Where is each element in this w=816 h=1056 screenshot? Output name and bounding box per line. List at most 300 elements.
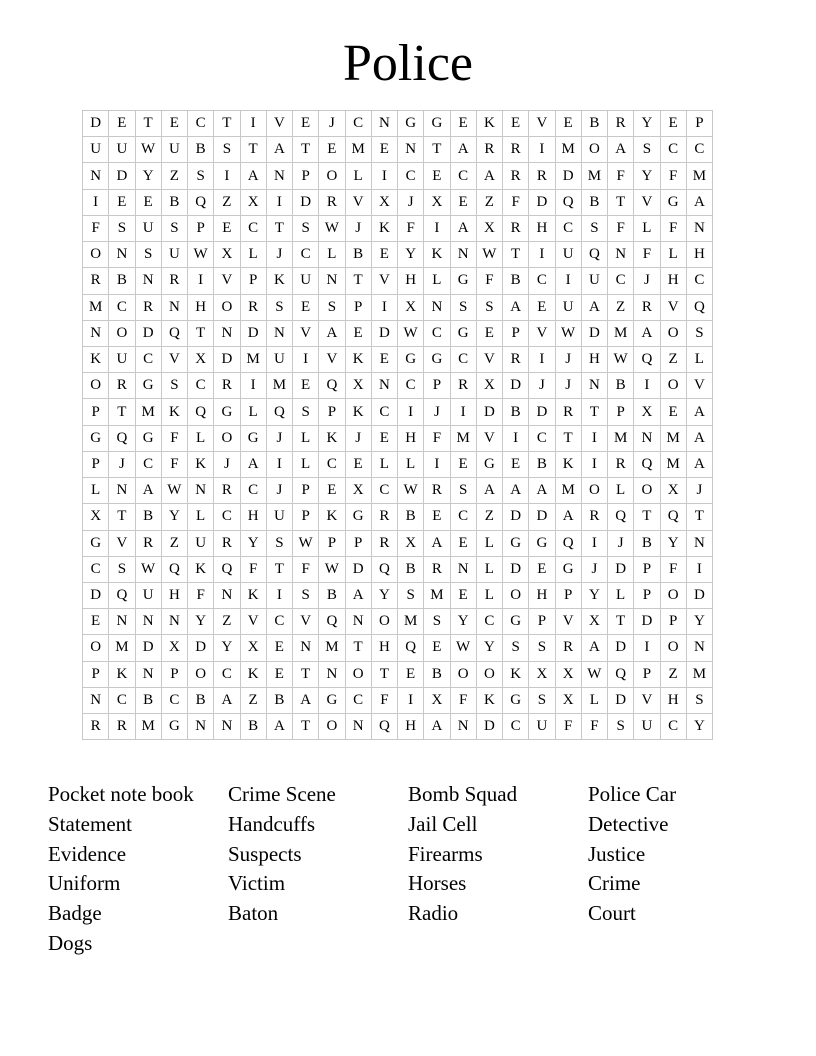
grid-cell: E bbox=[529, 556, 555, 582]
grid-cell: T bbox=[581, 399, 607, 425]
grid-cell: V bbox=[319, 346, 345, 372]
grid-cell: I bbox=[503, 425, 529, 451]
grid-cell: R bbox=[555, 399, 581, 425]
grid-cell: I bbox=[266, 451, 292, 477]
grid-cell: M bbox=[608, 320, 634, 346]
grid-cell: C bbox=[450, 163, 476, 189]
grid-row bbox=[83, 714, 713, 740]
grid-cell: N bbox=[450, 556, 476, 582]
grid-cell: P bbox=[634, 661, 660, 687]
grid-cell: W bbox=[555, 320, 581, 346]
grid-cell: D bbox=[608, 687, 634, 713]
grid-cell: R bbox=[503, 137, 529, 163]
grid-cell: L bbox=[476, 582, 502, 608]
grid-row bbox=[83, 294, 713, 320]
grid-cell: P bbox=[240, 268, 266, 294]
grid-cell: D bbox=[345, 556, 371, 582]
grid-cell: B bbox=[424, 661, 450, 687]
grid-cell: X bbox=[424, 189, 450, 215]
grid-cell: R bbox=[214, 530, 240, 556]
grid-cell: N bbox=[135, 661, 161, 687]
grid-cell: E bbox=[450, 582, 476, 608]
grid-cell: X bbox=[581, 609, 607, 635]
grid-cell: N bbox=[634, 425, 660, 451]
grid-cell: Q bbox=[371, 714, 397, 740]
grid-cell: F bbox=[424, 425, 450, 451]
grid-cell: V bbox=[476, 425, 502, 451]
grid-cell: Y bbox=[450, 609, 476, 635]
grid-cell: X bbox=[345, 373, 371, 399]
grid-cell: U bbox=[529, 714, 555, 740]
grid-cell: K bbox=[345, 399, 371, 425]
grid-cell: J bbox=[266, 242, 292, 268]
grid-cell: V bbox=[266, 111, 292, 137]
grid-cell: O bbox=[660, 373, 686, 399]
grid-cell: S bbox=[293, 582, 319, 608]
grid-cell: Q bbox=[319, 373, 345, 399]
grid-cell: T bbox=[424, 137, 450, 163]
grid-cell: H bbox=[398, 425, 424, 451]
word-list-item: Radio bbox=[408, 901, 459, 926]
grid-cell: A bbox=[424, 714, 450, 740]
grid-cell: K bbox=[503, 661, 529, 687]
grid-cell: H bbox=[371, 635, 397, 661]
grid-cell: O bbox=[660, 635, 686, 661]
grid-cell: G bbox=[135, 425, 161, 451]
grid-cell: S bbox=[450, 478, 476, 504]
grid-cell: I bbox=[188, 268, 214, 294]
grid-cell: T bbox=[266, 556, 292, 582]
grid-cell: S bbox=[293, 399, 319, 425]
grid-cell: N bbox=[450, 714, 476, 740]
grid-cell: M bbox=[135, 399, 161, 425]
grid-cell: A bbox=[476, 163, 502, 189]
grid-cell: C bbox=[529, 268, 555, 294]
grid-cell: P bbox=[83, 661, 109, 687]
grid-cell: X bbox=[371, 189, 397, 215]
grid-cell: E bbox=[109, 111, 135, 137]
grid-cell: Q bbox=[608, 504, 634, 530]
grid-cell: L bbox=[188, 504, 214, 530]
grid-cell: V bbox=[476, 346, 502, 372]
grid-cell: D bbox=[503, 556, 529, 582]
grid-cell: A bbox=[686, 189, 712, 215]
grid-cell: D bbox=[503, 504, 529, 530]
grid-row bbox=[83, 189, 713, 215]
grid-cell: X bbox=[345, 478, 371, 504]
grid-row bbox=[83, 635, 713, 661]
grid-cell: N bbox=[293, 635, 319, 661]
grid-cell: I bbox=[371, 294, 397, 320]
grid-cell: L bbox=[293, 451, 319, 477]
grid-cell: T bbox=[345, 268, 371, 294]
grid-cell: Q bbox=[371, 556, 397, 582]
grid-cell: E bbox=[371, 242, 397, 268]
grid-cell: O bbox=[83, 635, 109, 661]
word-list-item: Suspects bbox=[228, 841, 302, 866]
word-list-item: Justice bbox=[588, 841, 646, 866]
grid-cell: H bbox=[529, 582, 555, 608]
grid-cell: N bbox=[345, 609, 371, 635]
grid-cell: S bbox=[135, 242, 161, 268]
grid-cell: K bbox=[424, 242, 450, 268]
grid-cell: C bbox=[686, 137, 712, 163]
grid-cell: Z bbox=[608, 294, 634, 320]
grid-cell: A bbox=[503, 478, 529, 504]
grid-cell: I bbox=[83, 189, 109, 215]
grid-cell: U bbox=[109, 346, 135, 372]
grid-cell: C bbox=[319, 451, 345, 477]
word-list-item: Handcuffs bbox=[228, 811, 316, 836]
grid-row bbox=[83, 215, 713, 241]
word-list-item: Jail Cell bbox=[408, 811, 478, 836]
grid-cell: E bbox=[424, 163, 450, 189]
word-list-item: Baton bbox=[228, 901, 279, 926]
grid-cell: E bbox=[371, 425, 397, 451]
grid-cell: X bbox=[240, 635, 266, 661]
grid-cell: B bbox=[135, 504, 161, 530]
grid-cell: J bbox=[345, 425, 371, 451]
grid-cell: I bbox=[634, 373, 660, 399]
grid-cell: N bbox=[371, 111, 397, 137]
grid-cell: I bbox=[240, 111, 266, 137]
grid-cell: P bbox=[503, 320, 529, 346]
grid-cell: P bbox=[83, 451, 109, 477]
grid-cell: W bbox=[608, 346, 634, 372]
grid-cell: M bbox=[266, 373, 292, 399]
grid-cell: B bbox=[634, 530, 660, 556]
grid-cell: V bbox=[109, 530, 135, 556]
grid-cell: D bbox=[135, 320, 161, 346]
grid-cell: Z bbox=[214, 609, 240, 635]
grid-cell: V bbox=[529, 320, 555, 346]
grid-cell: T bbox=[135, 111, 161, 137]
grid-cell: E bbox=[109, 189, 135, 215]
grid-cell: L bbox=[608, 478, 634, 504]
grid-cell: E bbox=[161, 111, 187, 137]
grid-cell: P bbox=[608, 399, 634, 425]
word-list bbox=[48, 780, 788, 959]
grid-cell: R bbox=[503, 163, 529, 189]
grid-cell: G bbox=[398, 346, 424, 372]
grid-cell: B bbox=[109, 268, 135, 294]
word-list-item: Dogs bbox=[48, 930, 93, 955]
grid-cell: D bbox=[293, 189, 319, 215]
grid-cell: H bbox=[188, 294, 214, 320]
grid-cell: R bbox=[581, 504, 607, 530]
grid-cell: E bbox=[555, 111, 581, 137]
grid-cell: T bbox=[608, 189, 634, 215]
grid-row bbox=[83, 451, 713, 477]
grid-row bbox=[83, 242, 713, 268]
grid-cell: N bbox=[188, 478, 214, 504]
grid-cell: Q bbox=[555, 530, 581, 556]
grid-cell: S bbox=[398, 582, 424, 608]
grid-cell: Z bbox=[660, 661, 686, 687]
grid-cell: D bbox=[135, 635, 161, 661]
grid-cell: D bbox=[555, 163, 581, 189]
grid-cell: D bbox=[581, 320, 607, 346]
grid-cell: N bbox=[319, 268, 345, 294]
grid-cell: H bbox=[240, 504, 266, 530]
grid-cell: U bbox=[266, 504, 292, 530]
word-list-item: Statement bbox=[48, 811, 132, 836]
grid-cell: C bbox=[424, 320, 450, 346]
grid-cell: H bbox=[581, 346, 607, 372]
grid-cell: R bbox=[135, 530, 161, 556]
grid-cell: C bbox=[135, 451, 161, 477]
grid-cell: P bbox=[555, 582, 581, 608]
grid-cell: S bbox=[608, 714, 634, 740]
grid-cell: Y bbox=[686, 714, 712, 740]
grid-cell: L bbox=[240, 242, 266, 268]
grid-cell: A bbox=[581, 294, 607, 320]
grid-cell: J bbox=[608, 530, 634, 556]
grid-cell: A bbox=[503, 294, 529, 320]
grid-cell: X bbox=[161, 635, 187, 661]
grid-cell: N bbox=[109, 242, 135, 268]
grid-row bbox=[83, 163, 713, 189]
grid-cell: M bbox=[660, 425, 686, 451]
grid-cell: C bbox=[345, 687, 371, 713]
grid-cell: C bbox=[109, 294, 135, 320]
grid-cell: N bbox=[345, 714, 371, 740]
grid-row bbox=[83, 687, 713, 713]
grid-cell: B bbox=[188, 687, 214, 713]
grid-cell: F bbox=[398, 215, 424, 241]
grid-cell: V bbox=[214, 268, 240, 294]
grid-cell: R bbox=[529, 163, 555, 189]
grid-cell: H bbox=[686, 242, 712, 268]
grid-cell: T bbox=[371, 661, 397, 687]
grid-cell: C bbox=[240, 478, 266, 504]
grid-cell: D bbox=[529, 189, 555, 215]
grid-cell: Q bbox=[109, 425, 135, 451]
grid-cell: E bbox=[398, 661, 424, 687]
grid-cell: W bbox=[398, 478, 424, 504]
grid-cell: F bbox=[161, 425, 187, 451]
grid-cell: Q bbox=[608, 661, 634, 687]
grid-cell: F bbox=[450, 687, 476, 713]
grid-cell: T bbox=[214, 111, 240, 137]
grid-cell: U bbox=[555, 294, 581, 320]
word-list-item: Pocket note book bbox=[48, 782, 194, 806]
grid-cell: B bbox=[240, 714, 266, 740]
grid-cell: G bbox=[476, 451, 502, 477]
grid-row bbox=[83, 399, 713, 425]
grid-cell: X bbox=[83, 504, 109, 530]
grid-cell: V bbox=[660, 294, 686, 320]
grid-cell: Q bbox=[581, 242, 607, 268]
grid-cell: L bbox=[240, 399, 266, 425]
grid-cell: G bbox=[424, 346, 450, 372]
grid-cell: D bbox=[83, 582, 109, 608]
grid-cell: R bbox=[608, 111, 634, 137]
grid-cell: L bbox=[319, 242, 345, 268]
grid-cell: P bbox=[188, 215, 214, 241]
grid-cell: B bbox=[161, 189, 187, 215]
grid-cell: K bbox=[319, 504, 345, 530]
grid-cell: E bbox=[345, 451, 371, 477]
grid-cell: C bbox=[660, 137, 686, 163]
grid-cell: N bbox=[398, 137, 424, 163]
grid-cell: T bbox=[293, 137, 319, 163]
grid-cell: Y bbox=[161, 504, 187, 530]
grid-cell: I bbox=[686, 556, 712, 582]
grid-cell: U bbox=[266, 346, 292, 372]
grid-cell: G bbox=[398, 111, 424, 137]
grid-cell: A bbox=[634, 320, 660, 346]
grid-cell: M bbox=[135, 714, 161, 740]
grid-cell: F bbox=[608, 163, 634, 189]
grid-cell: N bbox=[135, 268, 161, 294]
grid-cell: Q bbox=[214, 556, 240, 582]
grid-cell: G bbox=[83, 530, 109, 556]
grid-cell: N bbox=[686, 215, 712, 241]
grid-cell: K bbox=[476, 687, 502, 713]
grid-cell: E bbox=[293, 111, 319, 137]
grid-row bbox=[83, 556, 713, 582]
grid-cell: R bbox=[424, 478, 450, 504]
grid-cell: I bbox=[371, 163, 397, 189]
grid-cell: I bbox=[293, 346, 319, 372]
grid-cell: S bbox=[424, 609, 450, 635]
grid-cell: O bbox=[450, 661, 476, 687]
grid-cell: N bbox=[686, 635, 712, 661]
grid-cell: Q bbox=[398, 635, 424, 661]
grid-cell: P bbox=[660, 609, 686, 635]
grid-cell: F bbox=[581, 714, 607, 740]
grid-cell: Y bbox=[135, 163, 161, 189]
grid-cell: F bbox=[660, 163, 686, 189]
grid-cell: V bbox=[555, 609, 581, 635]
grid-cell: S bbox=[503, 635, 529, 661]
grid-cell: A bbox=[529, 478, 555, 504]
grid-cell: I bbox=[398, 399, 424, 425]
grid-cell: B bbox=[581, 189, 607, 215]
grid-cell: R bbox=[371, 504, 397, 530]
grid-cell: R bbox=[555, 635, 581, 661]
grid-cell: U bbox=[634, 714, 660, 740]
grid-cell: L bbox=[83, 478, 109, 504]
grid-cell: E bbox=[266, 635, 292, 661]
grid-cell: K bbox=[83, 346, 109, 372]
grid-cell: W bbox=[319, 215, 345, 241]
grid-cell: O bbox=[188, 661, 214, 687]
grid-cell: M bbox=[555, 137, 581, 163]
grid-cell: W bbox=[398, 320, 424, 346]
grid-cell: W bbox=[581, 661, 607, 687]
grid-cell: N bbox=[266, 320, 292, 346]
grid-cell: T bbox=[109, 504, 135, 530]
word-list-item: Evidence bbox=[48, 841, 127, 866]
grid-cell: W bbox=[450, 635, 476, 661]
grid-cell: B bbox=[608, 373, 634, 399]
grid-cell: D bbox=[634, 609, 660, 635]
grid-cell: S bbox=[529, 687, 555, 713]
grid-cell: A bbox=[135, 478, 161, 504]
grid-cell: C bbox=[109, 687, 135, 713]
grid-cell: M bbox=[319, 635, 345, 661]
grid-cell: K bbox=[476, 111, 502, 137]
grid-cell: J bbox=[555, 373, 581, 399]
grid-cell: D bbox=[529, 399, 555, 425]
grid-cell: R bbox=[109, 373, 135, 399]
grid-cell: U bbox=[161, 242, 187, 268]
grid-cell: C bbox=[503, 714, 529, 740]
grid-cell: J bbox=[266, 425, 292, 451]
grid-cell: L bbox=[608, 582, 634, 608]
grid-cell: I bbox=[240, 373, 266, 399]
grid-cell: A bbox=[686, 425, 712, 451]
word-list-item: Horses bbox=[408, 871, 467, 896]
grid-cell: G bbox=[135, 373, 161, 399]
grid-cell: B bbox=[503, 268, 529, 294]
grid-cell: G bbox=[555, 556, 581, 582]
grid-cell: M bbox=[686, 163, 712, 189]
grid-cell: E bbox=[660, 399, 686, 425]
grid-cell: L bbox=[345, 163, 371, 189]
grid-cell: V bbox=[161, 346, 187, 372]
grid-cell: S bbox=[161, 373, 187, 399]
grid-cell: Q bbox=[319, 609, 345, 635]
grid-cell: G bbox=[424, 111, 450, 137]
grid-cell: F bbox=[608, 215, 634, 241]
grid-cell: I bbox=[581, 451, 607, 477]
grid-cell: J bbox=[345, 215, 371, 241]
grid-cell: T bbox=[240, 137, 266, 163]
grid-cell: P bbox=[293, 504, 319, 530]
grid-cell: H bbox=[398, 714, 424, 740]
grid-cell: F bbox=[634, 242, 660, 268]
grid-cell: Z bbox=[476, 504, 502, 530]
grid-cell: A bbox=[266, 137, 292, 163]
grid-cell: M bbox=[398, 609, 424, 635]
grid-cell: R bbox=[83, 268, 109, 294]
grid-cell: D bbox=[371, 320, 397, 346]
grid-cell: D bbox=[476, 399, 502, 425]
grid-row bbox=[83, 530, 713, 556]
grid-cell: U bbox=[555, 242, 581, 268]
word-search-grid bbox=[82, 110, 713, 740]
grid-cell: Z bbox=[161, 530, 187, 556]
grid-cell: J bbox=[424, 399, 450, 425]
grid-row bbox=[83, 346, 713, 372]
grid-cell: B bbox=[345, 242, 371, 268]
grid-cell: B bbox=[135, 687, 161, 713]
grid-cell: R bbox=[371, 530, 397, 556]
grid-cell: L bbox=[424, 268, 450, 294]
grid-cell: M bbox=[660, 451, 686, 477]
grid-cell: K bbox=[555, 451, 581, 477]
grid-cell: D bbox=[686, 582, 712, 608]
grid-cell: S bbox=[686, 687, 712, 713]
grid-cell: C bbox=[686, 268, 712, 294]
grid-cell: G bbox=[319, 687, 345, 713]
grid-cell: Y bbox=[686, 609, 712, 635]
grid-cell: O bbox=[503, 582, 529, 608]
grid-cell: I bbox=[581, 530, 607, 556]
grid-cell: A bbox=[293, 687, 319, 713]
grid-cell: X bbox=[240, 189, 266, 215]
grid-row bbox=[83, 111, 713, 137]
grid-cell: M bbox=[555, 478, 581, 504]
grid-cell: C bbox=[214, 661, 240, 687]
grid-cell: I bbox=[529, 242, 555, 268]
word-list-item: Bomb Squad bbox=[408, 782, 518, 806]
grid-cell: M bbox=[581, 163, 607, 189]
grid-cell: S bbox=[634, 137, 660, 163]
